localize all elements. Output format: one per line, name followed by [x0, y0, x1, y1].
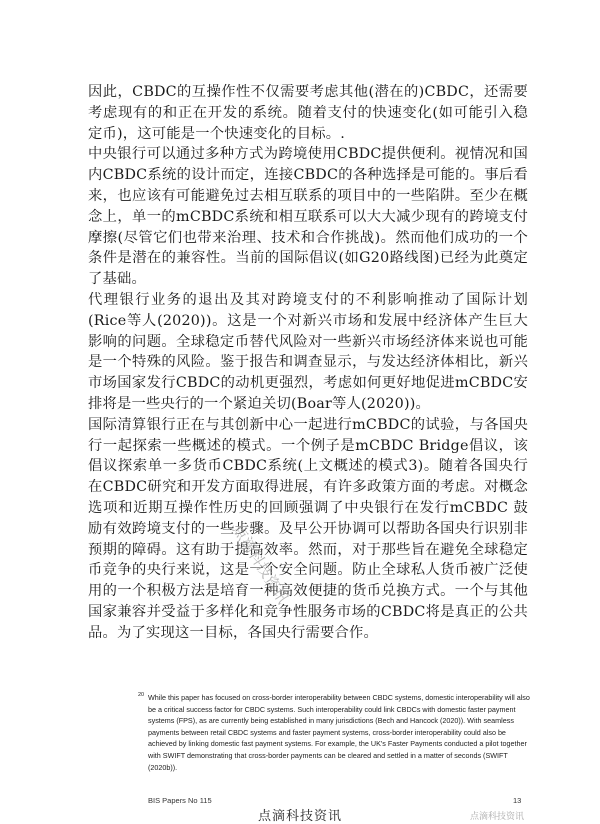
footnote-number: 20	[138, 692, 145, 698]
paragraph-2: 中央银行可以通过多种方式为跨境使用CBDC提供便利。视情况和国内CBDC系统的设计而定，连接CBDC的各种选择是可能的。事后看来，也应该有可能避免过去相互联系的项目中的一些陷阱。至少在概念上，单一的mCBDC系统和相互联系可以大大减少现有的跨境支付摩擦(尽管它们也带来治理、技术和合作挑战)。然而他们成功的一个条件是潜在的兼容性。当前的国际倡议(如G20路线图)已经为此奠定了基础。	[88, 146, 528, 288]
body-text	[88, 82, 528, 644]
footnote-text: While this paper has focused on cross-border interoperability between CBDC systems, domestic interoperability will also be a critical success factor for CBDC systems. Such interoperability could link CBDCs with domestic faster payment systems (FPS), as are currently being established in many jurisdictions (Bech and Hancock (2020)). With seamless payments between retail CBDC systems and faster payment systems, cross-border interoperability could also be achieved by linking domestic fast payment systems. For example, the UK's Faster Payments conducted a pilot together with SWIFT demonstrating that cross-border payments can be cleared and settled in a matter of seconds (SWIFT (2020b)).	[148, 693, 530, 772]
watermark-text: 点滴科技资讯	[229, 521, 293, 607]
paragraph-3: 代理银行业务的退出及其对跨境支付的不利影响推动了国际计划(Rice等人(2020))。这是一个对新兴市场和发展中经济体产生巨大影响的问题。全球稳定币替代风险对一些新兴市场经济体来说也可能是一个特殊的风险。鉴于报告和调查显示，与发达经济体相比，新兴市场国家发行CBDC的动机更强烈，考虑如何更好地促进mCBDC安排将是一些央行的一个紧迫关切(Boar等人(2020))。	[88, 291, 528, 412]
paragraph-4: 国际清算银行正在与其创新中心一起进行mCBDC的试验，与各国央行一起探索一些概述的模式。一个例子是mCBDC Bridge倡议，该倡议探索单一多货币CBDC系统(上文概述的模式3)。随着各国央行在CBDC研究和开发方面取得进展，有许多政策方面的考虑。对概念选项和近期互操作性历史的回顾强调了中央银行在发行mCBDC 鼓励有效跨境支付的一些步骤。及早公开协调可以帮助各国央行识别非预期的障碍。这有助于提高效率。然而，对于那些旨在避免全球稳定币竞争的央行来说，这是一个安全问题。防止全球私人货币被广泛使用的一个积极方法是培育一种高效便捷的货币兑换方式。一个与其他国家兼容并受益于多样化和竞争性服务市场的CBDC将是真正的公共品。为了实现这一目标，各国央行需要合作。	[88, 416, 528, 641]
footer-watermark: 点滴科技资讯	[258, 809, 343, 824]
corner-watermark: 点滴科技资讯	[470, 812, 525, 822]
paragraph-1: 因此，CBDC的互操作性不仅需要考虑其他(潜在的)CBDC，还需要考虑现有的和正在开发的系统。随着支付的快速变化(如可能引入稳定币)，这可能是一个快速变化的目标。.	[88, 84, 528, 142]
footer-series: BIS Papers No 115	[148, 796, 212, 805]
footnote	[138, 692, 530, 773]
page-number: 13	[513, 796, 522, 805]
